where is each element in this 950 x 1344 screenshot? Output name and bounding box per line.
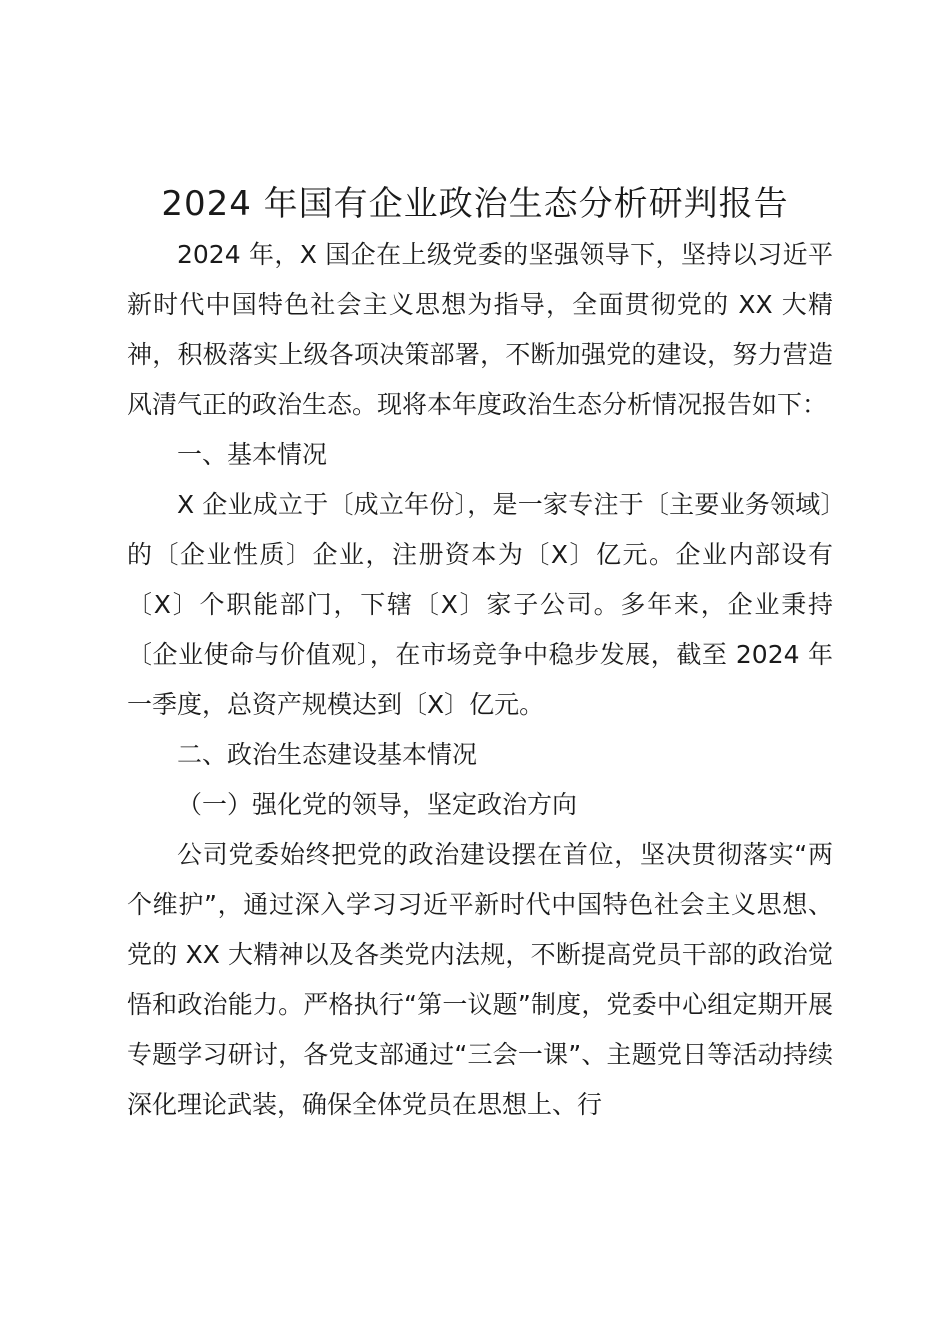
section-heading-political-ecology: 二、政治生态建设基本情况 <box>177 740 478 769</box>
basic-info-paragraph: X 企业成立于〔成立年份〕，是一家专注于〔主要业务领域〕的〔企业性质〕企业，注册资本为〔X〕亿元。企业内部设有〔X〕个职能部门，下辖〔X〕家子公司。多年来，企业秉持〔企业使命与价值观〕，在市场竞争中稳步发展，截至 2024 年一季度，总资产规模达到〔X〕亿元。 <box>127 490 833 719</box>
subsection-heading-party-leadership: （一）强化党的领导，坚定政治方向 <box>177 790 578 819</box>
party-leadership-paragraph: 公司党委始终把党的政治建设摆在首位，坚决贯彻落实“两个维护”，通过深入学习习近平新时代中国特色社会主义思想、党的 XX 大精神以及各类党内法规，不断提高党员干部的政治觉悟和政治能力。严格执行“第一议题”制度，党委中心组定期开展专题学习研讨，各党支部通过“三会一课”、主题党日等活动持续深化理论武装，确保全体党员在思想上、行 <box>127 840 833 1119</box>
document-title: 2024 年国有企业政治生态分析研判报告 <box>161 184 789 224</box>
document-body <box>127 230 833 1130</box>
section-heading-basic-info: 一、基本情况 <box>177 440 328 469</box>
intro-paragraph: 2024 年，X 国企在上级党委的坚强领导下，坚持以习近平新时代中国特色社会主义思想为指导，全面贯彻党的 XX 大精神，积极落实上级各项决策部署，不断加强党的建设，努力营造风清气正的政治生态。现将本年度政治生态分析情况报告如下： <box>127 240 833 419</box>
